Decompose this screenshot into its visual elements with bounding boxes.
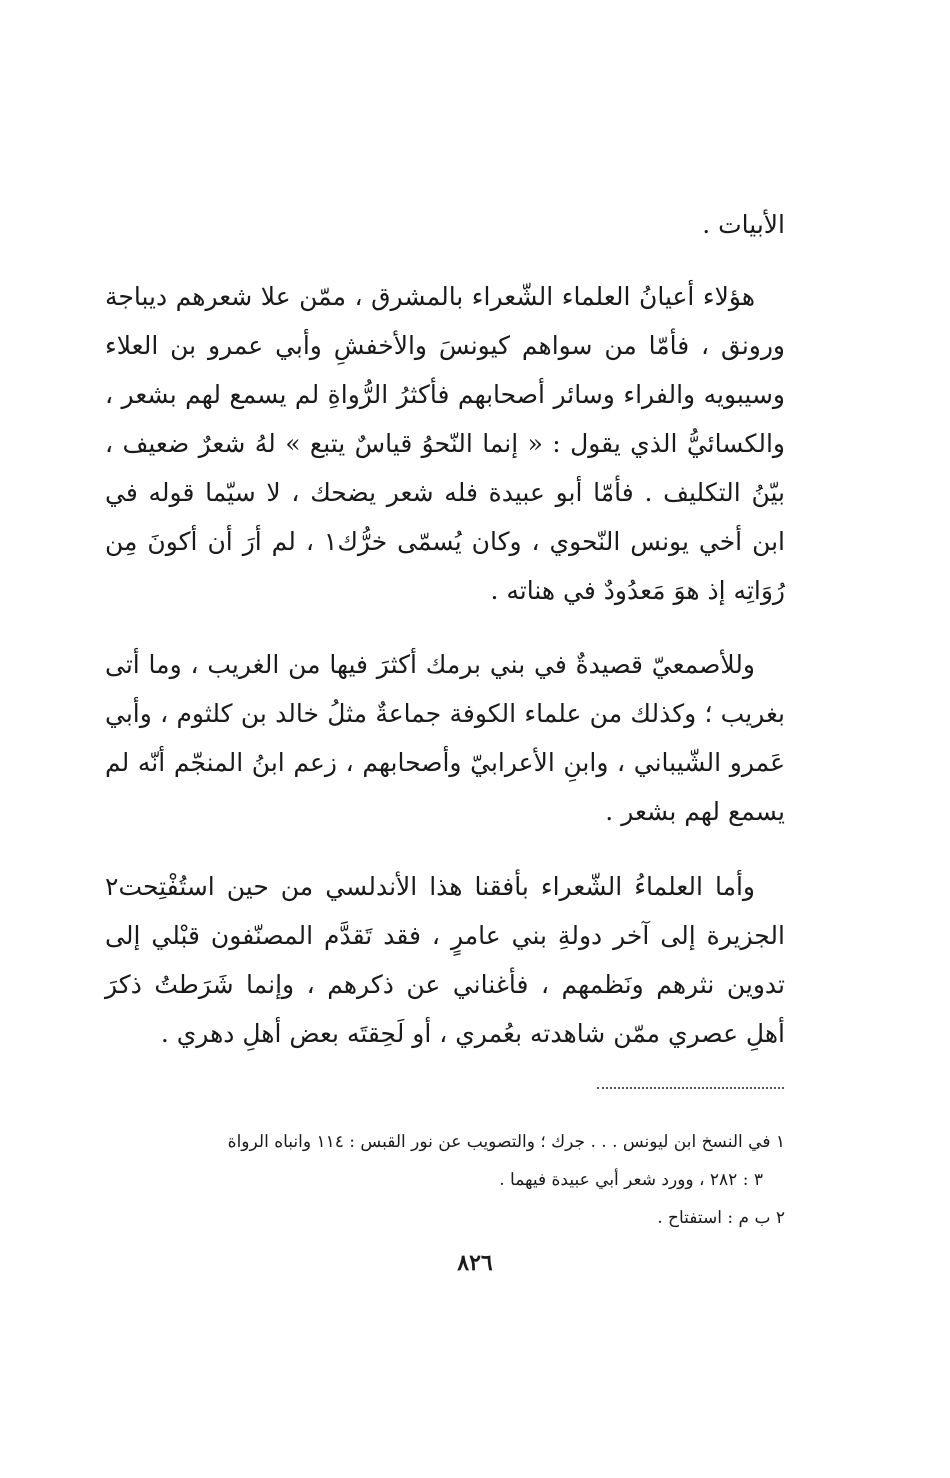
page-number: ٨٢٦ [457, 1250, 493, 1276]
paragraph-2: وللأصمعيّ قصيدةٌ في بني برمك أكثرَ فيها من الغريب ، وما أتى بغريب ؛ وكذلك من علماء الكوفة جماعةٌ مثلُ خالد بن كلثوم ، وأبي عَمرو الشّيباني ، وابنِ الأعرابيّ وأصحابهم ، زعم ابنُ المنجّم أنّه لم يسمع لهم بشعر . [105, 650, 785, 826]
footnote-2: ٢ ب م : استفتاح . [657, 1208, 785, 1228]
footnote-1-continuation: ٣ : ٢٨٢ ، وورد شعر أبي عبيدة فيهما . [499, 1170, 763, 1190]
footnotes [105, 1123, 785, 1237]
paragraph-3: وأما العلماءُ الشّعراء بأفقنا هذا الأندلسي من حين استُفْتِحت٢ الجزيرة إلى آخر دولةِ بني عامرٍ ، فقد تَقدَّم المصنّفون قبْلي إلى تدوين نثرهم ونَظمهم ، فأغناني عن ذكرهم ، وإنما شَرَطتُ ذكرَ أهلِ عصري ممّن شاهدته بعُمري ، أو لَحِقتَه بعض أهلِ دهري . [105, 872, 785, 1048]
paragraph-1: هؤلاء أعيانُ العلماء الشّعراء بالمشرق ، ممّن علا شعرهم ديباجة ورونق ، فأمّا من سواهم كيونسَ والأخفشِ وأبي عمرو بن العلاء وسيبويه والفراء وسائر أصحابهم فأكثرُ الرُّواةِ لم يسمع لهم بشعر ، والكسائيُّ الذي يقول : « إنما النّحوُ قياسٌ يتبع » لهُ شعرٌ ضعيف ، بيّنُ التكليف . فأمّا أبو عبيدة فله شعر يضحك ، لا سيّما قوله في ابن أخي يونس النّحوي ، وكان يُسمّى خرُّك١ ، لم أرَ أن أكونَ مِن رُوَاتِه إذ هوَ مَعدُودٌ في هناته . [105, 282, 785, 605]
footnote-divider [597, 1087, 784, 1089]
opening-line: الأبيات . [702, 210, 785, 239]
footnote-1: ١ في النسخ ابن ليونس . . . جرك ؛ والتصويب عن نور القبس : ١١٤ وانباه الرواة [227, 1132, 785, 1152]
